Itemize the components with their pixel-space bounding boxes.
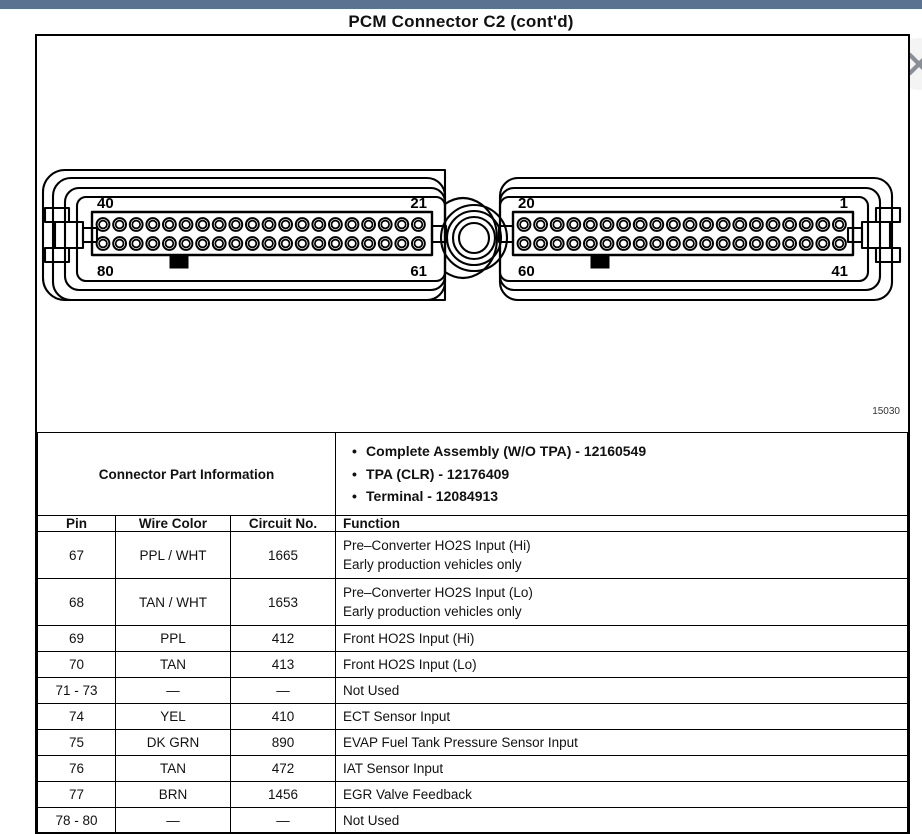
cell-function: Not Used bbox=[336, 678, 908, 704]
cell-circuit-no: 472 bbox=[231, 756, 336, 782]
cell-function: EGR Valve Feedback bbox=[336, 782, 908, 808]
pin-label-80: 80 bbox=[97, 263, 114, 280]
pin-label-1: 1 bbox=[839, 195, 848, 212]
part-info-item: • Complete Assembly (W/O TPA) - 12160549 bbox=[366, 440, 907, 463]
right-pin-field bbox=[518, 218, 846, 250]
cell-function bbox=[336, 532, 908, 579]
cell-circuit-no: 890 bbox=[231, 730, 336, 756]
cell-pin: 74 bbox=[38, 704, 116, 730]
table-row bbox=[38, 756, 908, 782]
cell-wire-color: — bbox=[116, 808, 231, 834]
column-header-pin: Pin bbox=[38, 516, 116, 532]
cell-pin: 77 bbox=[38, 782, 116, 808]
cell-wire-color: PPL bbox=[116, 626, 231, 652]
cell-circuit-no: 413 bbox=[231, 652, 336, 678]
pin-label-21: 21 bbox=[410, 195, 427, 212]
table-row bbox=[38, 782, 908, 808]
viewer-top-bar bbox=[0, 0, 922, 9]
part-info-list bbox=[336, 433, 908, 516]
cell-function bbox=[336, 579, 908, 626]
part-info-item: • TPA (CLR) - 12176409 bbox=[366, 463, 907, 486]
cell-circuit-no: — bbox=[231, 678, 336, 704]
cell-function: Front HO2S Input (Hi) bbox=[336, 626, 908, 652]
part-info-label: Connector Part Information bbox=[38, 433, 336, 516]
cell-function: EVAP Fuel Tank Pressure Sensor Input bbox=[336, 730, 908, 756]
connector-pinout-table bbox=[37, 432, 908, 834]
function-line: Pre–Converter HO2S Input (Hi) bbox=[343, 537, 531, 553]
cell-pin: 78 - 80 bbox=[38, 808, 116, 834]
cell-function: IAT Sensor Input bbox=[336, 756, 908, 782]
table-row bbox=[38, 704, 908, 730]
table-row bbox=[38, 532, 908, 579]
left-pin-field bbox=[97, 218, 425, 250]
function-line: Pre–Converter HO2S Input (Lo) bbox=[343, 584, 533, 600]
table-row bbox=[38, 626, 908, 652]
function-note: Early production vehicles only bbox=[343, 604, 522, 620]
pin-label-61: 61 bbox=[410, 263, 427, 280]
cell-pin: 71 - 73 bbox=[38, 678, 116, 704]
cell-circuit-no: 1653 bbox=[231, 579, 336, 626]
function-note: Early production vehicles only bbox=[343, 557, 522, 573]
cell-wire-color: DK GRN bbox=[116, 730, 231, 756]
table-row bbox=[38, 730, 908, 756]
cell-wire-color: TAN bbox=[116, 652, 231, 678]
cell-wire-color: YEL bbox=[116, 704, 231, 730]
cell-pin: 67 bbox=[38, 532, 116, 579]
table-row bbox=[38, 808, 908, 834]
cell-wire-color: BRN bbox=[116, 782, 231, 808]
table-row bbox=[38, 579, 908, 626]
pin-label-60: 60 bbox=[518, 263, 535, 280]
column-header-wire-color: Wire Color bbox=[116, 516, 231, 532]
cell-function: Front HO2S Input (Lo) bbox=[336, 652, 908, 678]
cell-pin: 70 bbox=[38, 652, 116, 678]
table-header-row bbox=[38, 516, 908, 532]
cell-function: ECT Sensor Input bbox=[336, 704, 908, 730]
connector-diagram bbox=[37, 36, 908, 432]
document-frame bbox=[35, 34, 910, 834]
part-info-row bbox=[38, 433, 908, 516]
cell-function: Not Used bbox=[336, 808, 908, 834]
figure-id: 15030 bbox=[872, 406, 900, 417]
column-header-circuit-no: Circuit No. bbox=[231, 516, 336, 532]
cell-wire-color: PPL / WHT bbox=[116, 532, 231, 579]
cell-wire-color: TAN / WHT bbox=[116, 579, 231, 626]
cell-circuit-no: 412 bbox=[231, 626, 336, 652]
cell-pin: 75 bbox=[38, 730, 116, 756]
cell-pin: 76 bbox=[38, 756, 116, 782]
cell-circuit-no: 410 bbox=[231, 704, 336, 730]
cell-wire-color: TAN bbox=[116, 756, 231, 782]
cell-circuit-no: — bbox=[231, 808, 336, 834]
table-row bbox=[38, 652, 908, 678]
column-header-function: Function bbox=[336, 516, 908, 532]
page-title: PCM Connector C2 (cont'd) bbox=[348, 11, 574, 31]
cell-pin: 68 bbox=[38, 579, 116, 626]
cell-pin: 69 bbox=[38, 626, 116, 652]
pin-label-20: 20 bbox=[518, 195, 535, 212]
table-row bbox=[38, 678, 908, 704]
cell-circuit-no: 1456 bbox=[231, 782, 336, 808]
cell-circuit-no: 1665 bbox=[231, 532, 336, 579]
pin-label-41: 41 bbox=[831, 263, 848, 280]
pin-label-40: 40 bbox=[97, 195, 114, 212]
part-info-item: • Terminal - 12084913 bbox=[366, 485, 907, 508]
cell-wire-color: — bbox=[116, 678, 231, 704]
